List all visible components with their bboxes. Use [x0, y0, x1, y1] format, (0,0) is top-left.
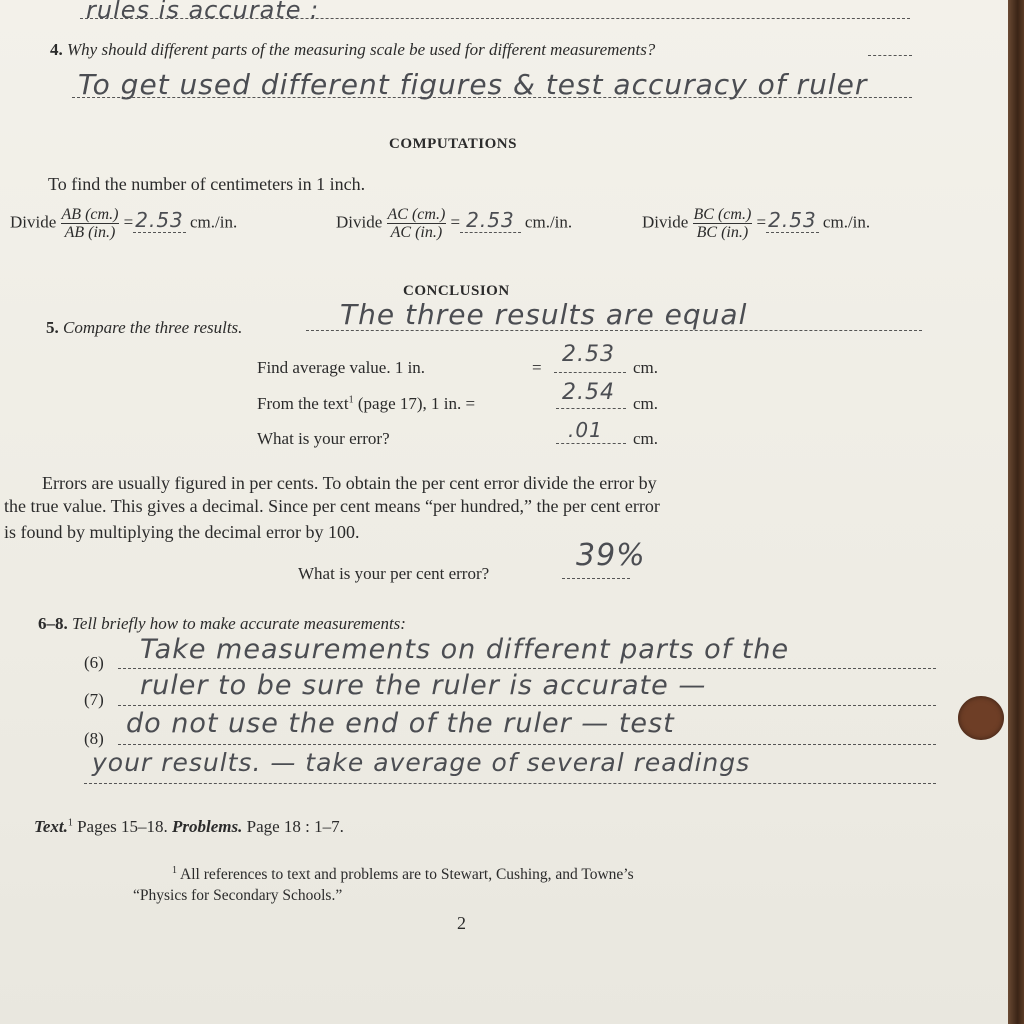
text-reference	[34, 817, 344, 837]
footnote-marker: 1	[348, 394, 354, 406]
answer-7: ruler to be sure the ruler is accurate —	[140, 670, 707, 701]
page-number: 2	[457, 913, 466, 933]
divide-ab: Divide $\frac{AB (cm.)}{AB (in.)}$ = 2.53 cm./in.	[10, 206, 238, 241]
problems-label: Problems.	[172, 817, 243, 836]
average-answer: 2.53	[562, 342, 615, 367]
percent-answer: 39%	[576, 538, 646, 573]
percent-paragraph-line: the true value. This gives a decimal. Since per cent means “per hundred,” the per cent error	[4, 496, 660, 516]
wooden-table-edge	[1008, 0, 1024, 1024]
unit-label: cm./in.	[524, 212, 573, 232]
fraction-numerator: AC (cm.)	[387, 206, 446, 223]
footnote-marker: 1	[172, 865, 177, 876]
text-ref-pages: Pages 15–18.	[77, 817, 168, 836]
q4-question: Why should different parts of the measuring scale be used for different measurements?	[67, 40, 656, 59]
fraction-ac	[387, 206, 447, 241]
answer-8: do not use the end of the ruler — test	[126, 708, 675, 739]
q4-question-row	[50, 40, 655, 60]
q5-row	[46, 318, 242, 338]
q4-number: 4.	[50, 40, 63, 59]
answer-6: Take measurements on different parts of the	[140, 634, 790, 665]
divide-bc: Divide $\frac{BC (cm.)}{BC (in.)}$ = 2.53 cm./in.	[642, 206, 871, 241]
error-label: What is your error?	[257, 429, 390, 448]
divide-label: Divide	[336, 212, 383, 232]
text-answer: 2.54	[562, 380, 615, 405]
computations-intro: To find the number of centimeters in 1 inch.	[48, 174, 366, 194]
answer-line-7	[118, 705, 936, 706]
fraction-numerator: AB (cm.)	[61, 206, 119, 223]
fraction-denominator: BC (in.)	[696, 224, 749, 241]
text-reference-row	[257, 394, 475, 414]
percent-paragraph-line: Errors are usually figured in per cents. To obtain the per cent error divide the error by	[42, 473, 657, 493]
bc-answer: 2.53	[768, 208, 817, 233]
unit-label: cm./in.	[190, 212, 238, 232]
ac-answer: 2.53	[460, 208, 521, 233]
fraction-denominator: AB (in.)	[64, 224, 116, 241]
unit-cm: cm.	[633, 394, 659, 413]
average-label: Find average value. 1 in.	[257, 358, 426, 377]
line-label-6: (6)	[84, 653, 104, 672]
fraction-numerator: BC (cm.)	[693, 206, 752, 223]
q4-answer: To get used different figures & test accuracy of ruler	[78, 68, 868, 101]
q68-number: 6–8.	[38, 614, 68, 633]
answer-line-8	[118, 744, 936, 745]
answer-line	[554, 372, 626, 373]
unit-cm: cm.	[633, 358, 659, 377]
footnote-line-1	[172, 865, 634, 884]
divide-ac: Divide $\frac{AC (cm.)}{AC (in.)}$ = 2.53 cm./in.	[336, 206, 573, 241]
percent-question: What is your per cent error?	[298, 564, 490, 583]
fraction-denominator: AC (in.)	[390, 224, 443, 241]
equals-sign: =	[532, 358, 542, 377]
footnote-line-2: “Physics for Secondary Schools.”	[133, 887, 343, 904]
answer-line-6	[118, 668, 936, 669]
answer-line-9	[84, 783, 936, 784]
error-answer: .01	[568, 418, 603, 442]
q5-question: Compare the three results.	[63, 318, 243, 337]
punch-hole	[958, 696, 1004, 740]
ab-answer: 2.53	[135, 208, 184, 233]
q68-row	[38, 614, 406, 634]
footnote-text: All references to text and problems are to Stewart, Cushing, and Towne’s	[180, 866, 634, 884]
line-label-8: (8)	[84, 729, 104, 748]
answer-9: your results. — take average of several readings	[92, 748, 751, 777]
footnote-marker: 1	[67, 817, 73, 829]
line-label-7: (7)	[84, 690, 104, 709]
answer-line	[556, 408, 626, 409]
text-label-rest: (page 17), 1 in. =	[353, 394, 476, 413]
fraction-bc	[693, 206, 753, 241]
text-ref-label: Text.	[34, 817, 68, 836]
answer-line	[562, 578, 630, 579]
top-answer: rules is accurate :	[86, 0, 320, 24]
conclusion-heading: CONCLUSION	[403, 283, 510, 299]
percent-paragraph-line: is found by multiplying the decimal error by 100.	[4, 522, 360, 542]
q68-question: Tell briefly how to make accurate measurements:	[72, 614, 406, 633]
unit-cm: cm.	[633, 429, 659, 448]
fraction-ab	[61, 206, 120, 241]
divide-label: Divide	[10, 212, 57, 232]
answer-line	[556, 443, 626, 444]
q5-answer: The three results are equal	[340, 298, 748, 331]
computations-heading: COMPUTATIONS	[389, 136, 517, 152]
unit-label: cm./in.	[822, 212, 871, 232]
text-label: From the text	[257, 394, 349, 413]
divide-label: Divide	[642, 212, 689, 232]
answer-line	[868, 55, 912, 56]
q5-number: 5.	[46, 318, 59, 337]
problems-pages: Page 18 : 1–7.	[246, 817, 344, 836]
